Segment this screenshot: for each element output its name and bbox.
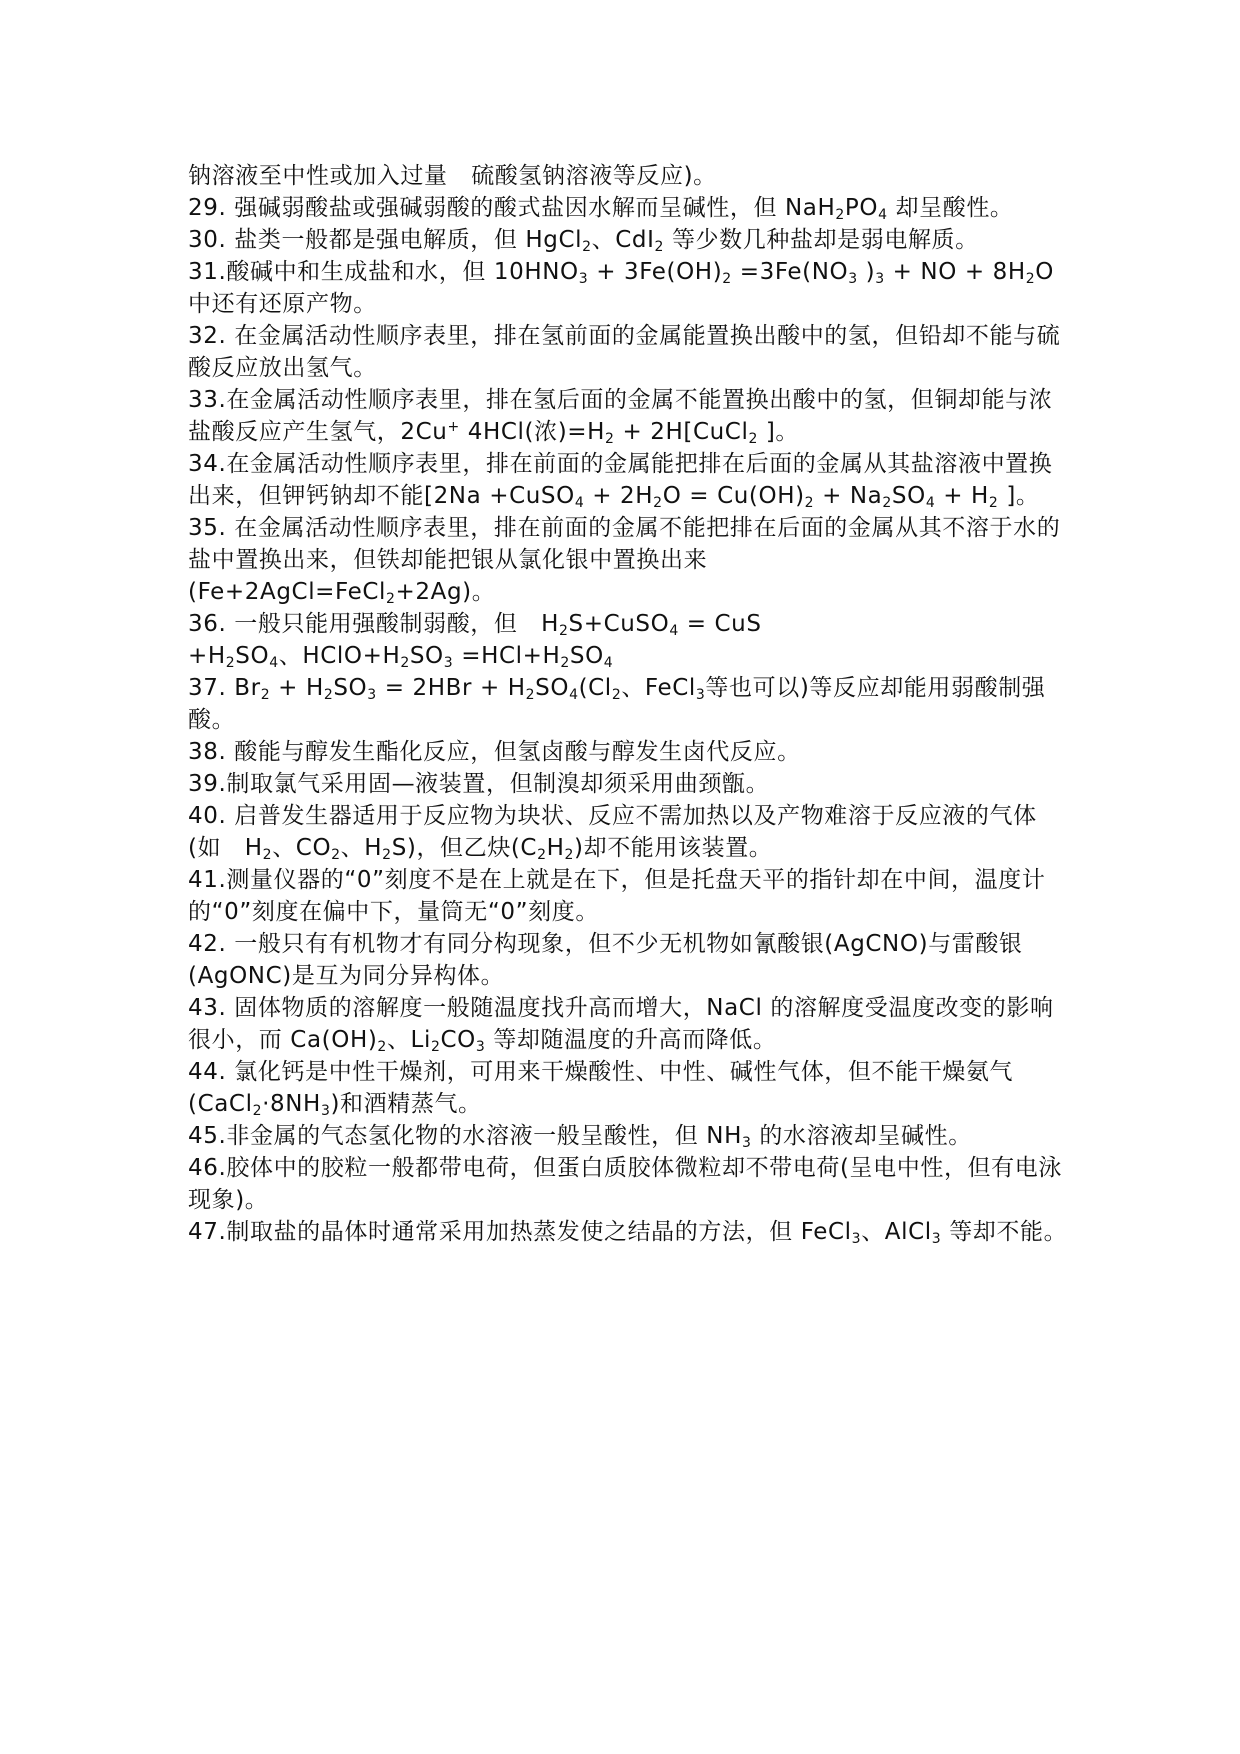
paragraph-36: 36. 一般只能用强酸制弱酸，但 $H_2S+CuSO_4$ = CuS $+H_2SO_4$、$HClO+H_2SO_3 =HCl+H_2SO_4$ <box>188 611 762 671</box>
paragraph-43: 43. 固体物质的溶解度一般随温度找升高而增大，NaCl 的溶解度受温度改变的影响很小，而 $Ca(OH)_2$、$Li_2CO_3$ 等却随温度的升高而降低。 <box>188 995 1054 1055</box>
paragraph-41: 41.测量仪器的“0”刻度不是在上就是在下，但是托盘天平的指针却在中间，温度计的“0”刻度在偏中下，量筒无“0”刻度。 <box>188 867 1046 925</box>
paragraph-45: 45.非金属的气态氢化物的水溶液一般呈酸性，但 $NH_3$ 的水溶液却呈碱性。 <box>188 1123 972 1151</box>
paragraph-37: 37. $Br_2 + H_2SO_3 = 2HBr + H_2SO_4(Cl_2$、FeCl$_3$等也可以)等反应却能用弱酸制强酸。 <box>188 675 1046 733</box>
paragraph-31: 31.酸碱中和生成盐和水，但 $10HNO_3 + 3Fe(OH)_2 =3Fe(NO_3$ )$_3$ + NO + $8H_2O$ 中还有还原产物。 <box>188 259 1062 317</box>
paragraph-34: 34.在金属活动性顺序表里，排在前面的金属能把排在后面的金属从其盐溶液中置换出来，但钾钙钠却不能[2Na +CuSO$_4$ + $2H_2O = Cu(OH)_2 + Na_2SO_4 + H_2$ ]。 <box>188 451 1053 511</box>
paragraph-continuation: 钠溶液至中性或加入过量 硫酸氢钠溶液等反应)。 <box>188 163 717 189</box>
paragraph-40: 40. 启普发生器适用于反应物为块状、反应不需加热以及产物难溶于反应液的气体(如 $H_2$、$CO_2$、$H_2S$)，但乙炔$(C_2H_2)$却不能用该装置。 <box>188 803 1037 863</box>
paragraph-38: 38. 酸能与醇发生酯化反应，但氢卤酸与醇发生卤代反应。 <box>188 739 801 765</box>
paragraph-44: 44. 氯化钙是中性干燥剂，可用来干燥酸性、中性、碱性气体，但不能干燥氨气$(CaCl_2\cdot 8NH_3)$和酒精蒸气。 <box>188 1059 1014 1119</box>
paragraph-46: 46.胶体中的胶粒一般都带电荷，但蛋白质胶体微粒却不带电荷(呈电中性，但有电泳现象)。 <box>188 1155 1062 1213</box>
paragraph-30: 30. 盐类一般都是强电解质，但 HgCl$_2$、CdI$_2$ 等少数几种盐却是弱电解质。 <box>188 227 979 255</box>
paragraph-29: 29. 强碱弱酸盐或强碱弱酸的酸式盐因水解而呈碱性，但 $NaH_2PO_4$ 却呈酸性。 <box>188 195 1014 223</box>
paragraph-35: 35. 在金属活动性顺序表里，排在前面的金属不能把排在后面的金属从其不溶于水的盐中置换出来，但铁却能把银从氯化银中置换出来 (Fe+2AgCl=FeCl$_2$+2Ag)。 <box>188 515 1061 607</box>
paragraph-42: 42. 一般只有有机物才有同分构现象，但不少无机物如氰酸银(AgCNO)与雷酸银 (AgONC)是互为同分异构体。 <box>188 931 1047 989</box>
paragraph-39: 39.制取氯气采用固—液装置，但制溴却须采用曲颈甑。 <box>188 771 770 797</box>
paragraph-47: 47.制取盐的晶体时通常采用加热蒸发使之结晶的方法，但 FeCl$_3$、AlCl$_3$ 等却不能。 <box>188 1219 1068 1247</box>
document-body <box>188 160 1068 1248</box>
paragraph-32: 32. 在金属活动性顺序表里，排在氢前面的金属能置换出酸中的氢，但铅却不能与硫酸反应放出氢气。 <box>188 323 1061 381</box>
paragraph-33: 33.在金属活动性顺序表里，排在氢后面的金属不能置换出酸中的氢，但铜却能与浓盐酸反应产生氢气，2Cu+ 4HCl(浓)$=H_2$ + 2H[CuCl$_2$ ]。 <box>188 387 1053 447</box>
